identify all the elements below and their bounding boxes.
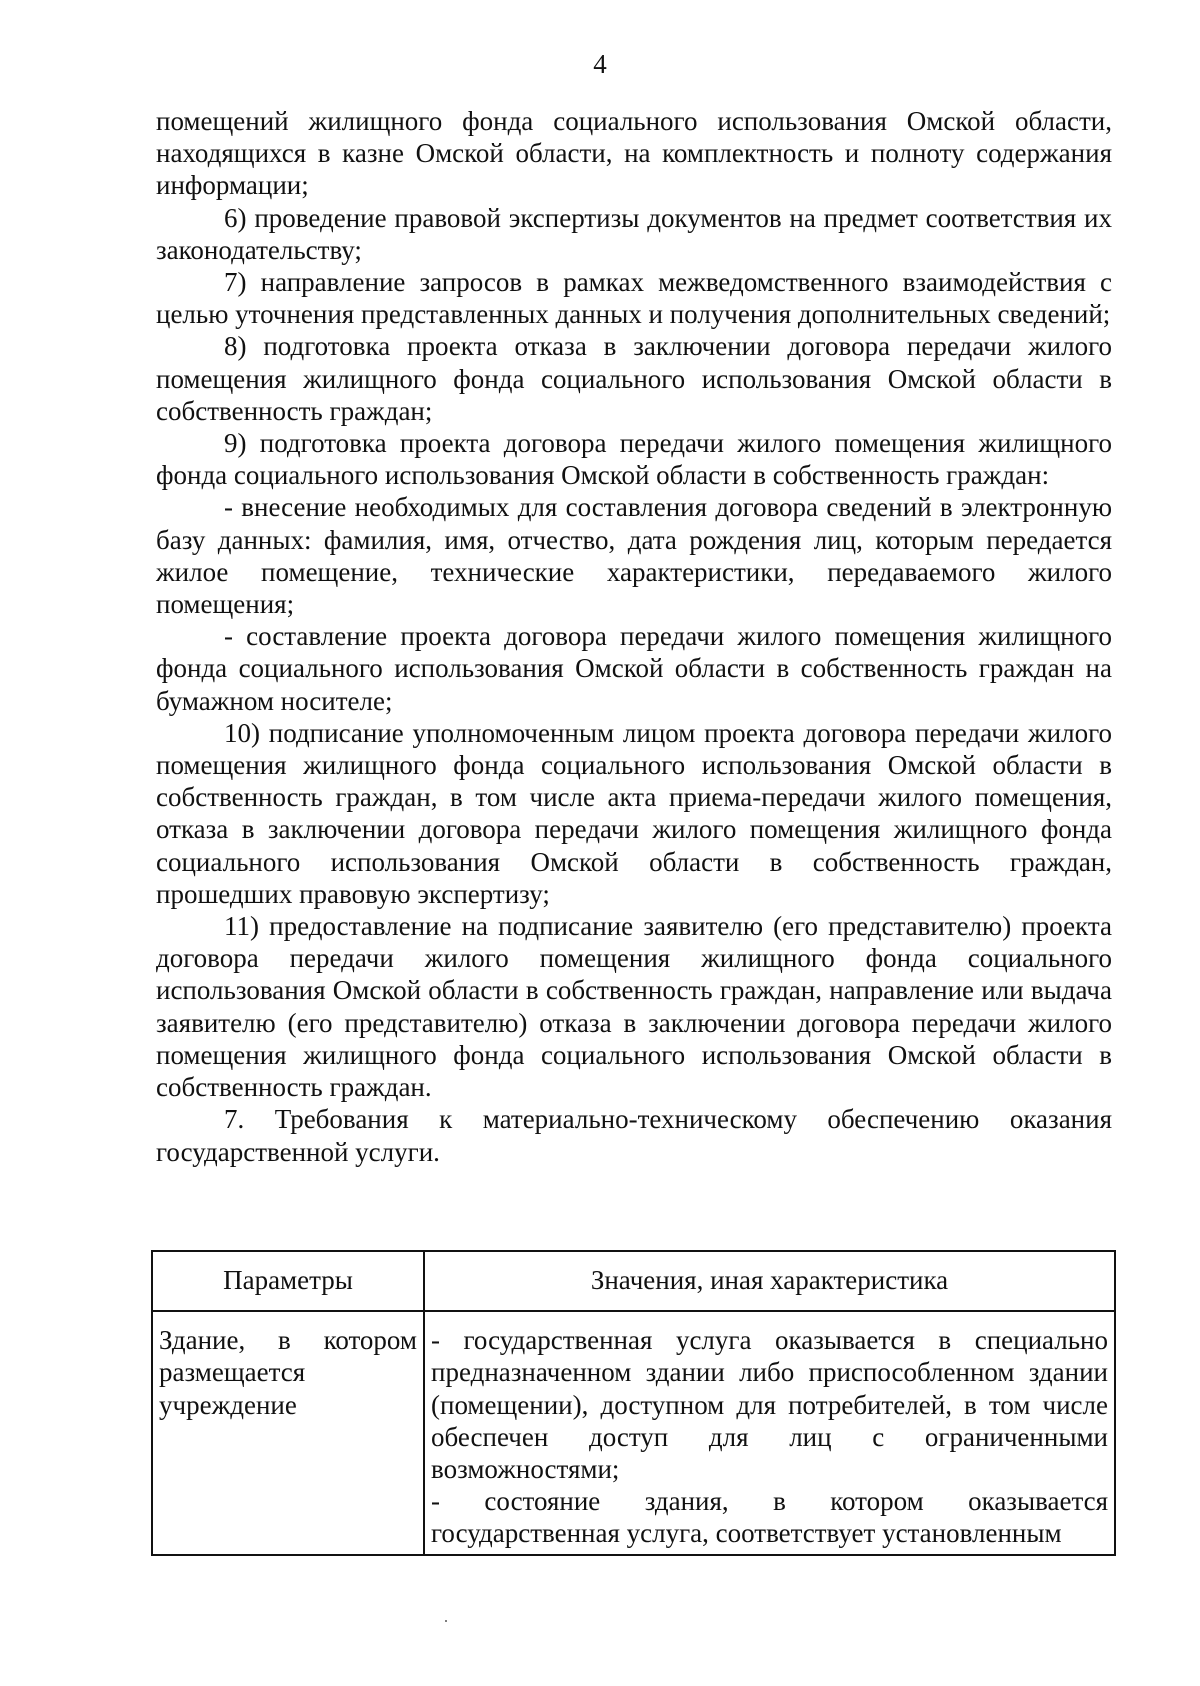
scan-speck bbox=[445, 1620, 447, 1622]
paragraph-continuation: помещений жилищного фонда социального использования Омской области, находящихся в казне Омской области, на комплектность и полноту содержания информации; bbox=[156, 106, 1112, 201]
table-header-value: Значения, иная характеристика bbox=[424, 1251, 1115, 1311]
table-cell-value bbox=[424, 1311, 1115, 1554]
table-header-param: Параметры bbox=[152, 1251, 424, 1311]
paragraph-item-9: 9) подготовка проекта договора передачи жилого помещения жилищного фонда социального использования Омской области в собственность граждан: bbox=[156, 428, 1112, 491]
paragraph-item-11: 11) предоставление на подписание заявителю (его представителю) проекта договора передачи жилого помещения жилищного фонда социального использования Омской области в собственность граждан, направление или выдача заявителю (его представителю) отказа в заключении договора передачи жилого помещения жилищного фонда социального использования Омской области в собственность граждан. bbox=[156, 911, 1112, 1103]
section-heading-7: 7. Требования к материально-техническому обеспечению оказания государственной услуги. bbox=[156, 1104, 1112, 1167]
table-cell-param: Здание, в котором размещается учреждение bbox=[152, 1311, 424, 1554]
table-header-row bbox=[152, 1251, 1115, 1311]
table-cell-value-line: - состояние здания, в котором оказывается государственная услуга, соответствует установленным bbox=[431, 1486, 1108, 1549]
page-number: 4 bbox=[593, 49, 607, 79]
paragraph-item-8: 8) подготовка проекта отказа в заключении договора передачи жилого помещения жилищного фонда социального использования Омской области в собственность граждан; bbox=[156, 331, 1112, 426]
table-cell-value-line: - государственная услуга оказывается в специально предназначенном здании либо приспособленном здании (помещении), доступном для потребителей, в том числе обеспечен доступ для лиц с ограниченными возможностями; bbox=[431, 1325, 1108, 1485]
paragraph-item-7: 7) направление запросов в рамках межведомственного взаимодействия с целью уточнения представленных данных и получения дополнительных сведений; bbox=[156, 267, 1112, 330]
requirements-table bbox=[151, 1250, 1116, 1556]
paragraph-item-6: 6) проведение правовой экспертизы документов на предмет соответствия их законодательству; bbox=[156, 202, 1112, 265]
requirements-table-wrapper bbox=[151, 1250, 1116, 1556]
table-row bbox=[152, 1311, 1115, 1554]
paragraph-subitem-entry: - внесение необходимых для составления договора сведений в электронную базу данных: фамилия, имя, отчество, дата рождения лиц, которым передается жилое помещение, технические характеристики, передаваемого жилого помещения; bbox=[156, 492, 1112, 620]
document-body bbox=[156, 105, 1112, 1168]
paragraph-item-10: 10) подписание уполномоченным лицом проекта договора передачи жилого помещения жилищного фонда социального использования Омской области в собственность граждан, в том числе акта приема-передачи жилого помещения, отказа в заключении договора передачи жилого помещения жилищного фонда социального использования Омской области в собственность граждан, прошедших правовую экспертизу; bbox=[156, 717, 1112, 909]
paragraph-subitem-drafting: - составление проекта договора передачи жилого помещения жилищного фонда социального использования Омской области в собственность граждан на бумажном носителе; bbox=[156, 621, 1112, 716]
